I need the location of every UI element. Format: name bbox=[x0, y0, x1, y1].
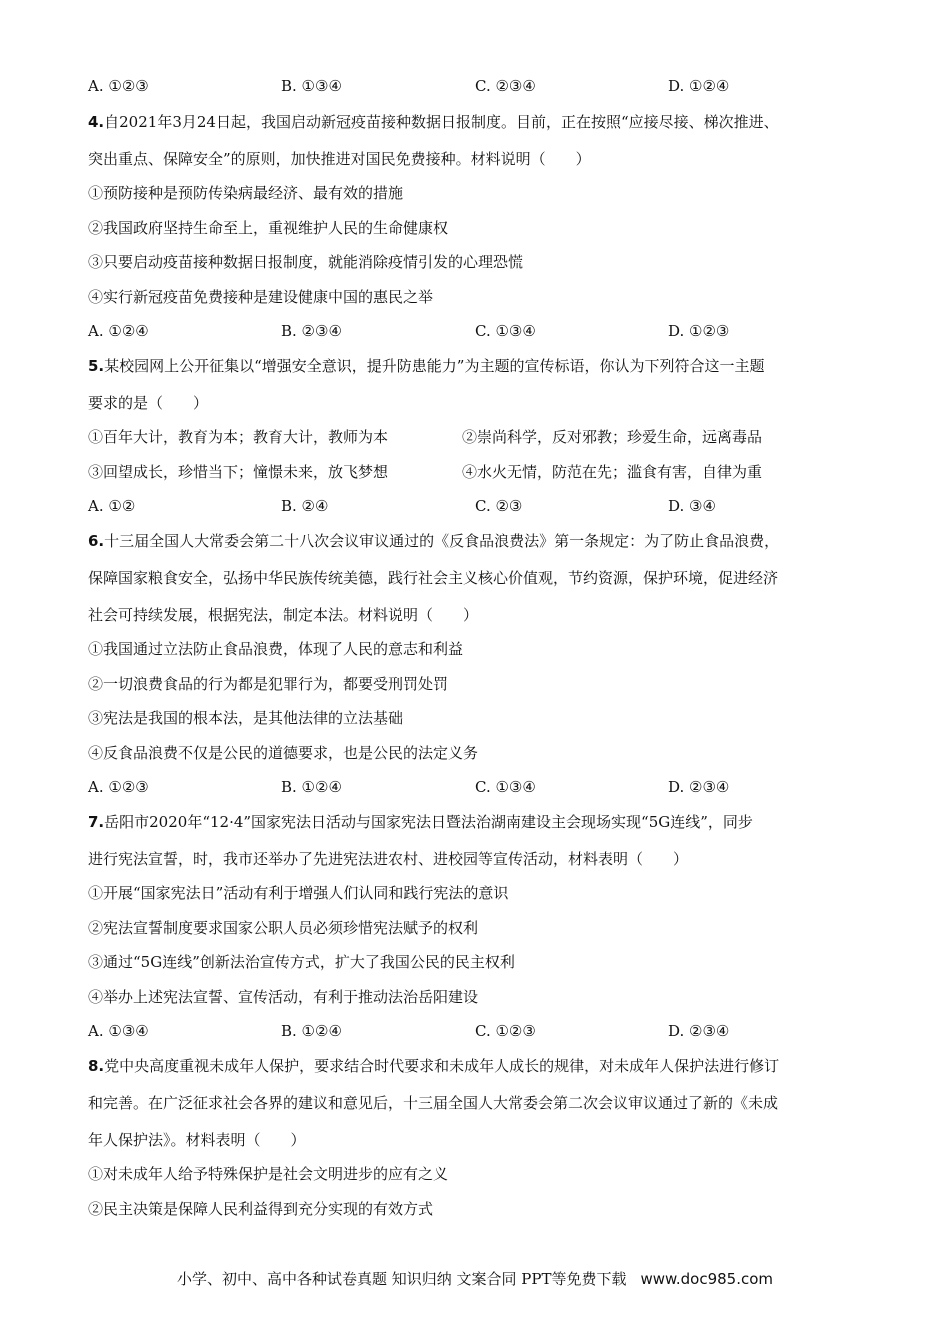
q4-item-2: ②我国政府坚持生命至上，重视维护人民的生命健康权 bbox=[88, 219, 449, 237]
q6-option-d[interactable]: D. ②③④ bbox=[668, 778, 730, 796]
q5-item-4: ④水火无情，防范在先；滥食有害，自律为重 bbox=[462, 463, 763, 481]
q4-item-1: ①预防接种是预防传染病最经济、最有效的措施 bbox=[88, 184, 404, 202]
q8-stem-line-2: 和完善。在广泛征求社会各界的建议和意见后，十三届全国人大常委会第二次会议审议通过了新的《未成 bbox=[88, 1094, 779, 1112]
q6-item-4: ④反食品浪费不仅是公民的道德要求，也是公民的法定义务 bbox=[88, 744, 479, 762]
q6-stem-line-3: 社会可持续发展，根据宪法，制定本法。材料说明（ ） bbox=[88, 606, 479, 624]
q6-options bbox=[88, 777, 868, 797]
q5-option-a[interactable]: A. ①② bbox=[88, 497, 136, 515]
q6-option-c[interactable]: C. ①③④ bbox=[475, 778, 536, 796]
q3-options bbox=[88, 76, 868, 96]
q5-items-row-2 bbox=[88, 462, 868, 482]
q4-number: 4. bbox=[88, 113, 105, 131]
q5-number: 5. bbox=[88, 357, 105, 375]
q4-options bbox=[88, 321, 868, 341]
q8-number: 8. bbox=[88, 1057, 105, 1075]
footer-url[interactable]: www.doc985.com bbox=[640, 1270, 774, 1288]
q7-stem-line-1: 7.岳阳市2020年“12·4”国家宪法日活动与国家宪法日暨法治湖南建设主会现场实现“5G连线”，同步 bbox=[88, 813, 753, 831]
q6-item-1: ①我国通过立法防止食品浪费，体现了人民的意志和利益 bbox=[88, 640, 464, 658]
q4-stem-line-2: 突出重点、保障安全”的原则，加快推进对国民免费接种。材料说明（ ） bbox=[88, 150, 591, 168]
q7-stem-line-2: 进行宪法宣誓，时，我市还举办了先进宪法进农村、进校园等宣传活动，材料表明（ ） bbox=[88, 850, 689, 868]
q5-item-1: ①百年大计，教育为本；教育大计，教师为本 bbox=[88, 428, 389, 446]
q6-stem-line-2: 保障国家粮食安全，弘扬中华民族传统美德，践行社会主义核心价值观，节约资源，保护环境，促进经济 bbox=[88, 569, 779, 587]
q5-stem-line-1: 5.某校园网上公开征集以“增强安全意识，提升防患能力”为主题的宣传标语，你认为下列符合这一主题 bbox=[88, 357, 765, 375]
q5-item-2: ②崇尚科学，反对邪教；珍爱生命，远离毒品 bbox=[462, 428, 763, 446]
q5-option-c[interactable]: C. ②③ bbox=[475, 497, 523, 515]
q6-item-3: ③宪法是我国的根本法，是其他法律的立法基础 bbox=[88, 709, 404, 727]
q3-option-b[interactable]: B. ①③④ bbox=[281, 77, 342, 95]
q4-option-c[interactable]: C. ①③④ bbox=[475, 322, 536, 340]
q4-item-3: ③只要启动疫苗接种数据日报制度，就能消除疫情引发的心理恐慌 bbox=[88, 253, 524, 271]
q7-options bbox=[88, 1021, 868, 1041]
q3-option-a[interactable]: A. ①②③ bbox=[88, 77, 149, 95]
q5-items-row-1 bbox=[88, 427, 868, 447]
q6-number: 6. bbox=[88, 532, 105, 550]
q7-option-a[interactable]: A. ①③④ bbox=[88, 1022, 149, 1040]
q3-option-d[interactable]: D. ①②④ bbox=[668, 77, 730, 95]
q7-item-4: ④举办上述宪法宣誓、宣传活动，有利于推动法治岳阳建设 bbox=[88, 988, 479, 1006]
q5-item-3: ③回望成长，珍惜当下；憧憬未来，放飞梦想 bbox=[88, 463, 389, 481]
q6-option-b[interactable]: B. ①②④ bbox=[281, 778, 342, 796]
q6-option-a[interactable]: A. ①②③ bbox=[88, 778, 149, 796]
q7-option-c[interactable]: C. ①②③ bbox=[475, 1022, 536, 1040]
q8-stem-line-1: 8.党中央高度重视未成年人保护，要求结合时代要求和未成年人成长的规律，对未成年人保护法进行修订 bbox=[88, 1057, 780, 1075]
q4-stem-line-1: 4.自2021年3月24日起，我国启动新冠疫苗接种数据日报制度。目前，正在按照“应接尽接、梯次推进、 bbox=[88, 113, 779, 131]
q7-item-1: ①开展“国家宪法日”活动有利于增强人们认同和践行宪法的意识 bbox=[88, 884, 509, 902]
q5-option-d[interactable]: D. ③④ bbox=[668, 497, 716, 515]
q7-option-b[interactable]: B. ①②④ bbox=[281, 1022, 342, 1040]
q7-option-d[interactable]: D. ②③④ bbox=[668, 1022, 730, 1040]
q7-item-3: ③通过“5G连线”创新法治宣传方式，扩大了我国公民的民主权利 bbox=[88, 953, 515, 971]
q7-item-2: ②宪法宣誓制度要求国家公职人员必须珍惜宪法赋予的权利 bbox=[88, 919, 479, 937]
q5-option-b[interactable]: B. ②④ bbox=[281, 497, 329, 515]
q8-item-2: ②民主决策是保障人民利益得到充分实现的有效方式 bbox=[88, 1200, 434, 1218]
q8-item-1: ①对未成年人给予特殊保护是社会文明进步的应有之义 bbox=[88, 1165, 449, 1183]
footer-text: 小学、初中、高中各种试卷真题 知识归纳 文案合同 PPT等免费下载 bbox=[176, 1270, 627, 1288]
q7-number: 7. bbox=[88, 813, 105, 831]
q4-option-d[interactable]: D. ①②③ bbox=[668, 322, 730, 340]
q5-stem-line-2: 要求的是（ ） bbox=[88, 394, 209, 412]
q6-item-2: ②一切浪费食品的行为都是犯罪行为，都要受刑罚处罚 bbox=[88, 675, 449, 693]
q4-item-4: ④实行新冠疫苗免费接种是建设健康中国的惠民之举 bbox=[88, 288, 434, 306]
q4-option-a[interactable]: A. ①②④ bbox=[88, 322, 149, 340]
q6-stem-line-1: 6.十三届全国人大常委会第二十八次会议审议通过的《反食品浪费法》第一条规定：为了防止食品浪费， bbox=[88, 532, 780, 550]
page-footer bbox=[0, 1268, 950, 1289]
q3-option-c[interactable]: C. ②③④ bbox=[475, 77, 536, 95]
q5-options bbox=[88, 496, 868, 516]
q8-stem-line-3: 年人保护法》。材料表明（ ） bbox=[88, 1131, 306, 1149]
q4-option-b[interactable]: B. ②③④ bbox=[281, 322, 342, 340]
